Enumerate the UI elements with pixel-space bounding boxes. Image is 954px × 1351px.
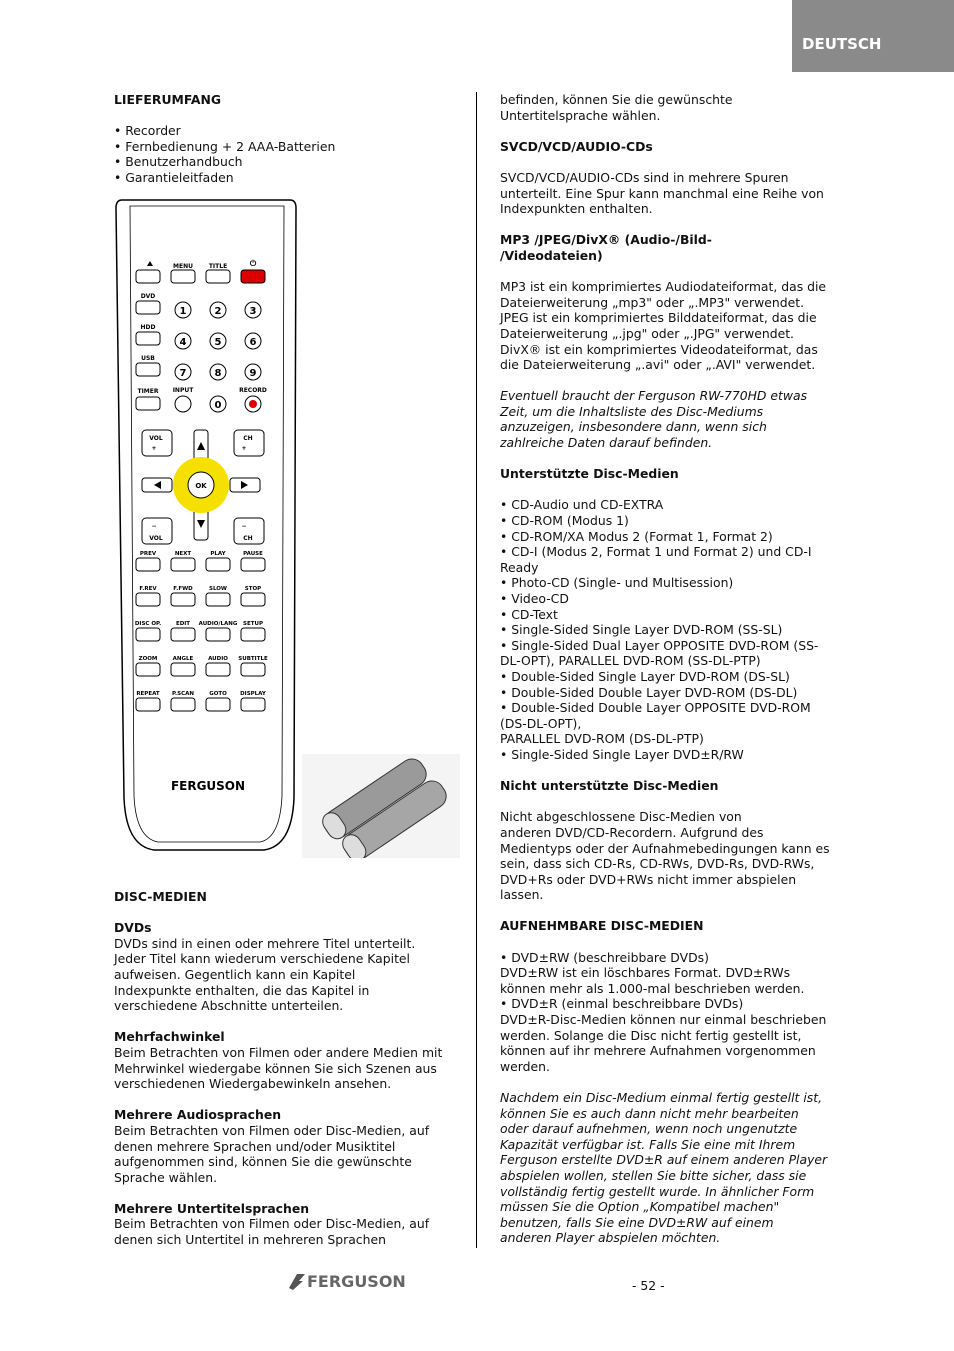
paragraph: Nicht abgeschlossene Disc-Medien von anderen DVD/CD-Recordern. Aufgrund des Medientyps oder der Aufnahmebedingungen kann es sein, dass sich CD-Rs, CD-RWs, DVD-Rs, DVD-RWs, DVD+Rs oder DVD+RWs nicht immer abspielen lassen. — [500, 809, 830, 903]
subheading: AUFNEHMBARE DISC-MEDIEN — [500, 918, 704, 934]
svg-text:9: 9 — [249, 368, 257, 379]
paragraph: • DVD±RW (beschreibbare DVDs) DVD±RW ist ein löschbares Format. DVD±RWs können mehr als 1.000-mal beschrieben werden. • DVD±R (einmal beschreibbare DVDs) DVD±R-Disc-Medien können nur einmal beschrieben werden. Solange die Disc nicht fertig gestellt ist, können auf ihr mehrere Aufnahmen vorgenommen werden. — [500, 949, 827, 1074]
remote-row5-label-3: DISPLAY — [240, 691, 266, 697]
remote-row3-label-1: EDIT — [175, 621, 191, 627]
subheading: DVDs — [114, 920, 152, 936]
column-divider — [476, 92, 477, 1248]
remote-row3-label-3: SETUP — [243, 621, 263, 627]
remote-input-label: INPUT — [172, 387, 194, 394]
remote-button — [136, 663, 160, 676]
subheading: Nicht unterstützte Disc-Medien — [500, 778, 719, 794]
paragraph: DVDs sind in einen oder mehrere Titel unterteilt. Jeder Titel kann wiederum verschiedene Kapitel aufweisen. Gegentlich kann ein Kapitel Indexpunkte enthalten, die das Kapitel in verschiedene Abschnitte unterteilen. — [114, 935, 416, 1014]
remote-row5-label-2: GOTO — [209, 691, 227, 697]
batteries-illustration — [302, 754, 460, 858]
paragraph: MP3 ist ein komprimiertes Audiodateiformat, das die Dateierweiterung „mp3" oder „.MP3" verwendet. JPEG ist ein komprimiertes Bilddateiformat, das die Dateierweiterung „.jpg" oder „.JPG" verwendet. DivX® ist ein komprimiertes Videodateiformat, das die Dateierweiterung „.avi" oder „.AVI" verwendet. — [500, 279, 827, 373]
remote-row1-label-0: PREV — [139, 551, 157, 557]
remote-button — [241, 628, 265, 641]
svg-text:CH: CH — [243, 435, 253, 442]
svg-text:+: + — [241, 445, 247, 452]
left-column-lower — [114, 889, 464, 1248]
remote-button — [136, 593, 160, 606]
subheading: MP3 /JPEG/DivX® (Audio-/Bild- /Videodateien) — [500, 232, 712, 263]
remote-row1-label-3: PAUSE — [243, 551, 263, 557]
remote-row4-label-2: AUDIO — [208, 656, 228, 662]
remote-row1-label-1: NEXT — [174, 551, 192, 557]
svg-text:2: 2 — [214, 306, 222, 317]
remote-button — [171, 663, 195, 676]
remote-row3-label-2: AUDIO/LANG — [198, 621, 238, 627]
language-tab: DEUTSCH — [792, 0, 954, 72]
remote-button — [136, 698, 160, 711]
svg-text:3: 3 — [249, 306, 257, 317]
remote-button — [241, 698, 265, 711]
remote-row2-label-2: SLOW — [208, 586, 228, 592]
remote-row5-label-0: REPEAT — [136, 691, 160, 697]
remote-button — [241, 593, 265, 606]
remote-button — [206, 558, 230, 571]
remote-row4-label-3: SUBTITLE — [238, 656, 268, 662]
delivery-list: • Recorder • Fernbedienung + 2 AAA-Batterien • Benutzerhandbuch • Garantieleitfaden — [114, 123, 336, 185]
remote-button — [171, 558, 195, 571]
remote-button — [171, 698, 195, 711]
remote-button — [206, 628, 230, 641]
remote-button — [206, 698, 230, 711]
section-heading: LIEFERUMFANG — [114, 92, 222, 107]
remote-button — [241, 663, 265, 676]
svg-text:⏻: ⏻ — [249, 259, 257, 268]
note: Eventuell braucht der Ferguson RW-770HD etwas Zeit, um die Inhaltsliste des Disc-Mediums anzuzeigen, insbesondere dann, wenn sich zahlreiche Daten darauf befinden. — [500, 388, 808, 451]
paragraph: Beim Betrachten von Filmen oder Disc-Medien, auf denen mehrere Sprachen und/oder Musiktitel aufgenommen sind, können Sie die gewünschte Sprache wählen. — [114, 1122, 430, 1185]
remote-illustration — [114, 198, 464, 858]
remote-row4-label-1: ANGLE — [172, 656, 194, 662]
svg-text:VOL: VOL — [149, 435, 163, 442]
page-number: - 52 - — [632, 1278, 665, 1293]
remote-brand: FERGUSON — [170, 779, 246, 793]
remote-button — [206, 663, 230, 676]
remote-usb-label: USB — [141, 355, 155, 362]
svg-text:5: 5 — [214, 337, 222, 348]
svg-text:8: 8 — [214, 368, 222, 379]
remote-timer-label: TIMER — [137, 388, 159, 395]
remote-row2-label-1: F.FWD — [173, 586, 193, 592]
subheading: Mehrere Untertitelsprachen — [114, 1200, 310, 1216]
svg-text:CH: CH — [243, 535, 253, 542]
remote-row2-label-3: STOP — [244, 586, 262, 592]
paragraph: Beim Betrachten von Filmen oder andere Medien mit Mehrwinkel wiedergabe können Sie sich Szenen aus verschiedenen Wiedergabewinkeln ansehen. — [114, 1044, 443, 1092]
section-heading: DISC-MEDIEN — [114, 889, 207, 904]
subheading: Mehrere Audiosprachen — [114, 1107, 282, 1123]
paragraph: SVCD/VCD/AUDIO-CDs sind in mehrere Spuren unterteilt. Eine Spur kann manchmal eine Reihe von Indexpunkten enthalten. — [500, 169, 824, 217]
svg-text:1: 1 — [179, 306, 187, 317]
remote-row2-label-0: F.REV — [139, 586, 157, 592]
remote-row1-label-2: PLAY — [210, 551, 226, 557]
supported-list: • CD-Audio und CD-EXTRA • CD-ROM (Modus 1) • CD-ROM/XA Modus 2 (Format 1, Format 2) • CD-I (Modus 2, Format 1 und Format 2) und CD-I Ready • Photo-CD (Single- und Multisession) • Video-CD • CD-Text • Single-Sided Single Layer DVD-ROM (SS-SL) • Single-Sided Dual Layer OPPOSITE DVD-ROM (SS- DL-OPT), PARALLEL DVD-ROM (SS-DL-PTP) • Double-Sided Single Layer DVD-ROM (DS-SL) • Double-Sided Double Layer DVD-ROM (DS-DL) • Double-Sided Double Layer OPPOSITE DVD-ROM (DS-DL-OPT), PARALLEL DVD-ROM (DS-DL-PTP) • Single-Sided Single Layer DVD±R/RW — [500, 497, 819, 762]
remote-row4-label-0: ZOOM — [138, 656, 158, 662]
remote-button — [171, 628, 195, 641]
subheading: Mehrfachwinkel — [114, 1029, 225, 1045]
svg-text:7: 7 — [179, 368, 187, 379]
remote-record-label: RECORD — [239, 387, 267, 394]
svg-text:6: 6 — [249, 337, 257, 348]
svg-text:−: − — [241, 523, 247, 530]
remote-dvd-label: DVD — [140, 293, 156, 300]
remote-title-label: TITLE — [208, 263, 228, 270]
remote-hdd-label: HDD — [140, 324, 156, 331]
right-column — [500, 92, 850, 1246]
remote-button — [136, 628, 160, 641]
remote-menu-label: MENU — [173, 263, 193, 270]
subheading: SVCD/VCD/AUDIO-CDs — [500, 138, 653, 154]
subheading: Unterstützte Disc-Medien — [500, 466, 679, 482]
svg-text:4: 4 — [179, 337, 187, 348]
left-column — [114, 92, 464, 186]
footer-brand: FERGUSON — [307, 1272, 406, 1291]
remote-button — [206, 593, 230, 606]
svg-text:+: + — [151, 445, 157, 452]
remote-row5-label-1: P.SCAN — [172, 691, 194, 697]
svg-text:OK: OK — [195, 482, 207, 490]
paragraph: Beim Betrachten von Filmen oder Disc-Medien, auf denen sich Untertitel in mehreren Sprachen — [114, 1216, 430, 1248]
svg-text:−: − — [151, 523, 157, 530]
remote-button — [171, 593, 195, 606]
svg-text:VOL: VOL — [149, 535, 163, 542]
note: Nachdem ein Disc-Medium einmal fertig gestellt ist, können Sie es auch dann nicht mehr bearbeiten oder darauf aufnehmen, wenn noch ungenutzte Kapazität verfügbar ist. Falls Sie eine mit Ihrem Ferguson erstellte DVD±R auf einem anderen Player abspielen wollen, stellen Sie bitte sicher, dass sie vollständig fertig gestellt wurde. In ähnlicher Form müssen Sie die Option „Kompatibel machen" benutzen, falls Sie eine DVD±RW auf einem anderen Player abspielen möchten. — [500, 1090, 828, 1246]
svg-text:0: 0 — [214, 400, 222, 411]
ferguson-logo — [287, 1268, 437, 1294]
remote-button — [241, 558, 265, 571]
paragraph: befinden, können Sie die gewünschte Untertitelsprache wählen. — [500, 92, 733, 123]
remote-row3-label-0: DISC OP. — [134, 621, 162, 627]
remote-button — [136, 558, 160, 571]
